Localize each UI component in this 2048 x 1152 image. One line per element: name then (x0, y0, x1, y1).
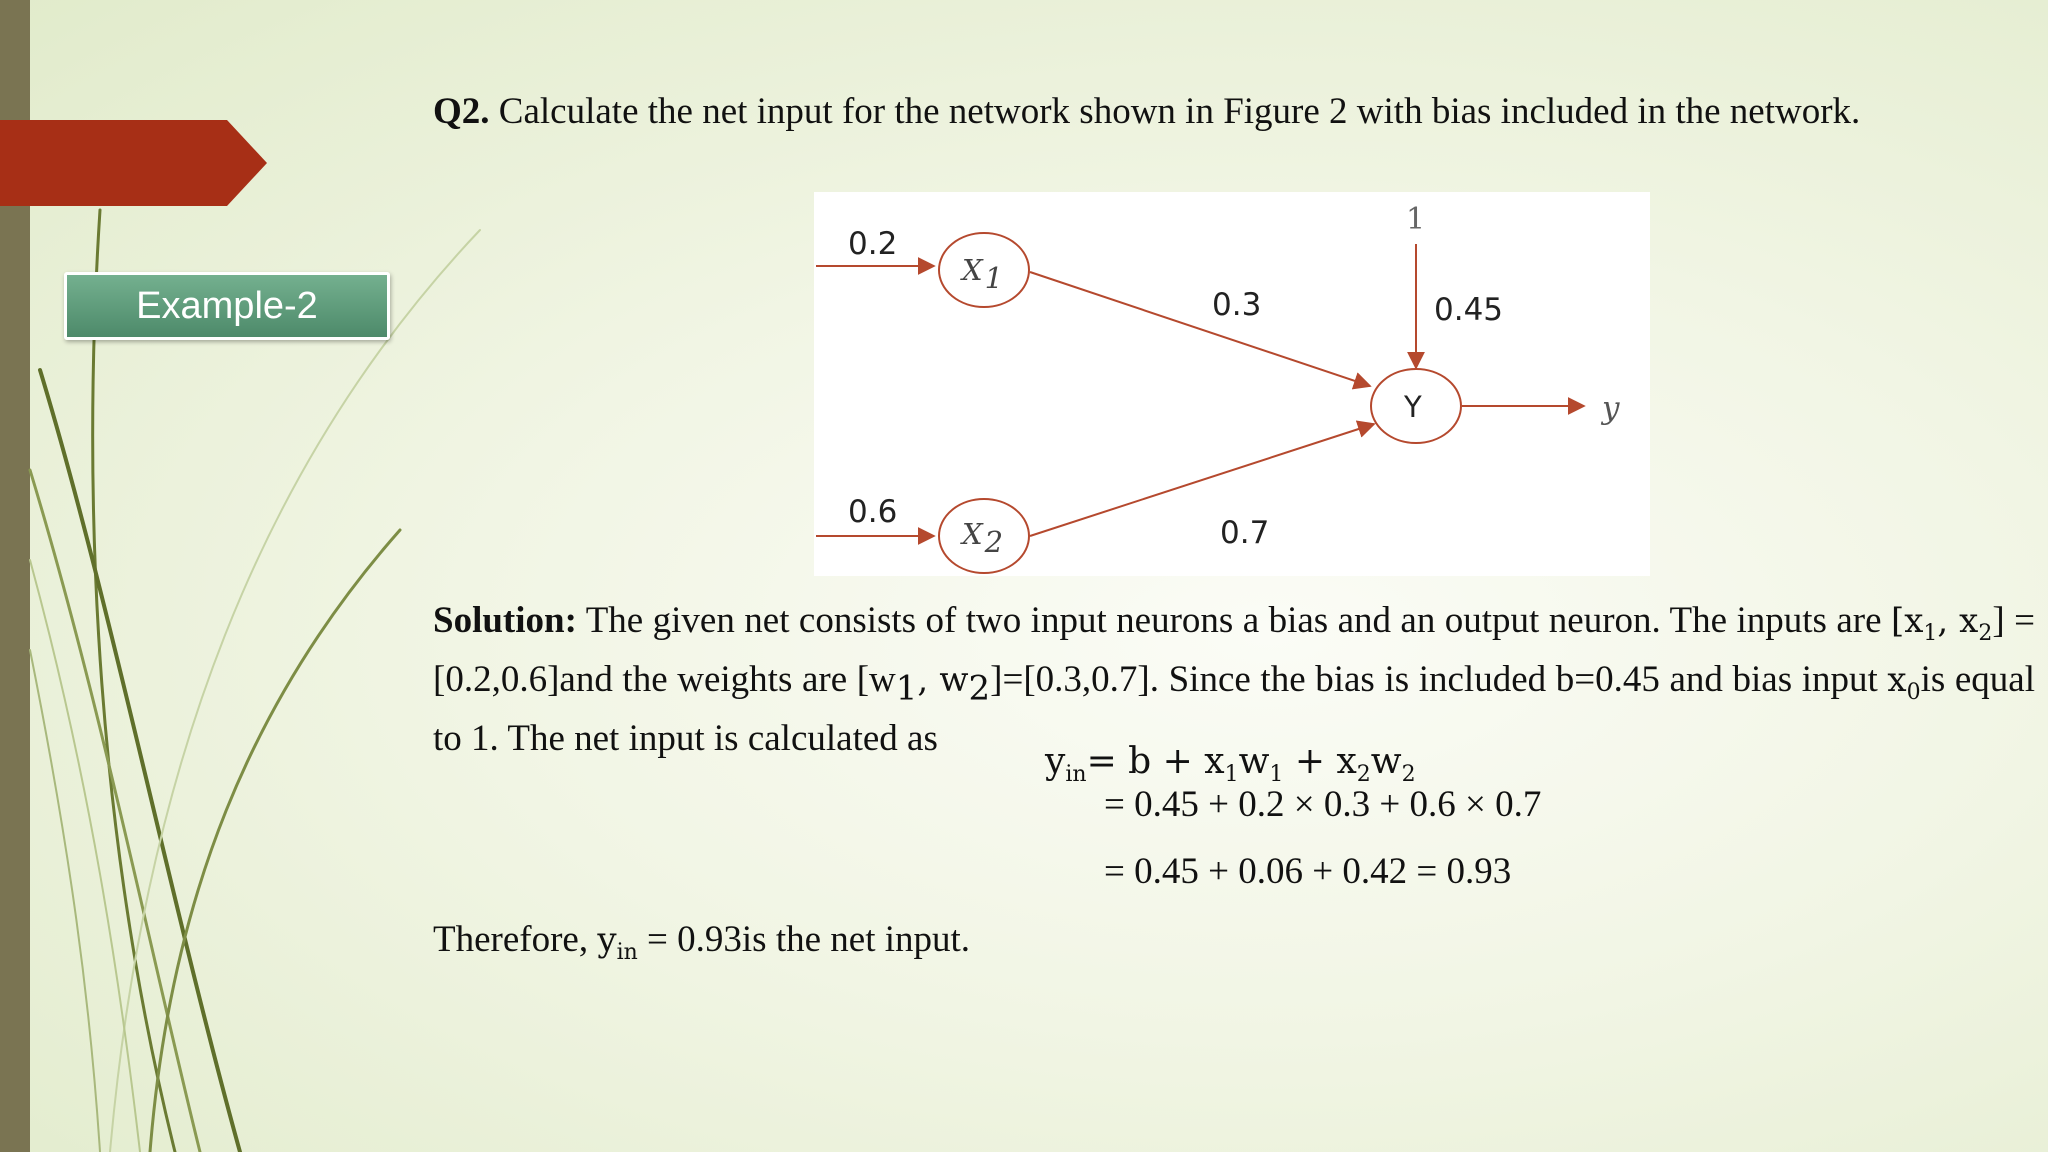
output-label: y (1602, 390, 1620, 426)
network-figure (814, 192, 1650, 576)
node-y-label: Y (1404, 390, 1422, 424)
solution-sentence-1: The given net consists of two input neurons a bias and an output neuron. The inputs are (576, 600, 1891, 641)
bias-input-symbol: $x_0$ (1887, 659, 1921, 705)
edge-x2-y (1030, 424, 1374, 536)
question-text (433, 90, 1860, 133)
weights-values: ]=[0.3,0.7]. Since the bias is included b=0.45 and bias input (990, 658, 1888, 700)
weights-mid: , w (917, 659, 969, 700)
weight-w1-label: 0.3 (1212, 287, 1262, 323)
edge-x1-y (1030, 272, 1370, 386)
conclusion-symbol: $y_{in}$ (597, 920, 638, 965)
weight-sub-1: 1 (895, 668, 918, 709)
solution-label: Solution: (433, 600, 577, 641)
weight-sub-2: 2 (968, 668, 991, 709)
node-x1-label: X1 (962, 253, 1004, 295)
inputs-values: ] = [0.2,0.6]and the weights are [w (433, 600, 2035, 700)
title-arrow-shape (0, 120, 270, 206)
input-x1-value: 0.2 (848, 226, 898, 262)
equation-line-1: $y_{in}= b + x_1w_1 + x_2w_2$ (1045, 741, 1416, 788)
conclusion-text: Therefore, $y_{in} = 0.93is$ the net input. (433, 919, 971, 965)
weight-w2-label: 0.7 (1220, 515, 1270, 551)
example-badge: Example-2 (64, 272, 390, 340)
equation-line-3: = 0.45 + 0.06 + 0.42 = 0.93 (1104, 851, 1512, 892)
input-x2-value: 0.6 (848, 494, 898, 530)
bias-input-label: 1 (1406, 202, 1426, 237)
question-body: Calculate the net input for the network shown in Figure 2 with bias included in the network. (489, 91, 1861, 132)
solution-paragraph (433, 598, 2035, 762)
equation-line-2: = 0.45 + 0.2 × 0.3 + 0.6 × 0.7 (1104, 784, 1542, 825)
bias-weight-label: 0.45 (1434, 292, 1504, 328)
solution-sentence-end: is equal to 1. The net input is calculated as (433, 658, 2036, 759)
question-number: Q2. (433, 91, 490, 132)
inputs-vector: [$x_1$, $x_2$ (1890, 601, 1993, 646)
node-x2-label: X2 (962, 517, 1004, 559)
